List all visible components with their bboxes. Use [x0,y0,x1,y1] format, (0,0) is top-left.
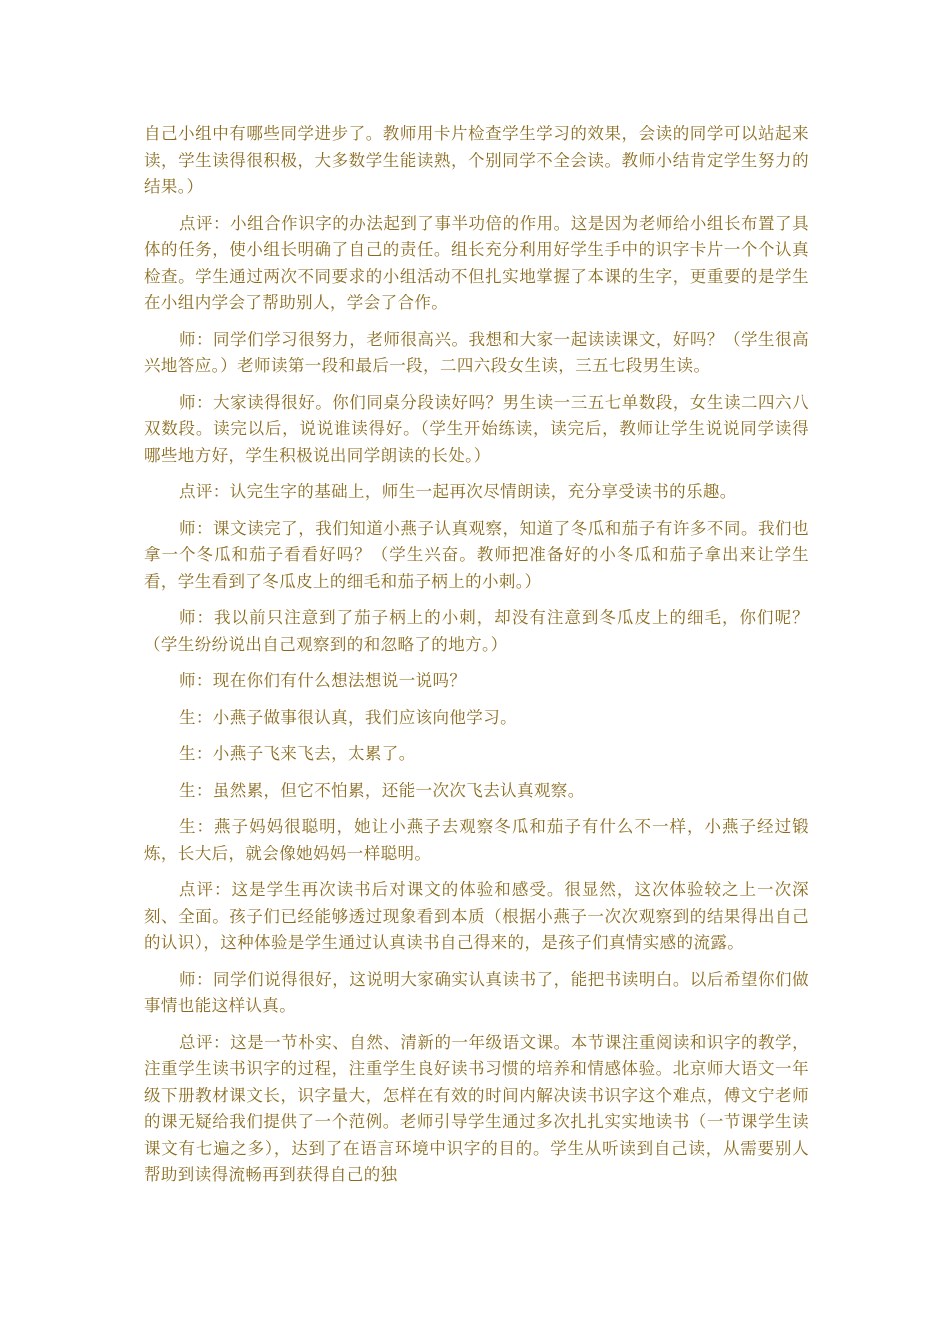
paragraph-comment: 点评：小组合作识字的办法起到了事半功倍的作用。这是因为老师给小组长布置了具体的任务，使小组长明确了自己的责任。组长充分利用好学生手中的识字卡片一个个认真检查。学生通过两次不同要求的小组活动不但扎实地掌握了本课的生字，更重要的是学生在小组内学会了帮助别人，学会了合作。 [144,213,809,312]
paragraph-teacher: 师：同学们说得很好，这说明大家确实认真读书了，能把书读明白。以后希望你们做事情也能这样认真。 [144,969,809,1015]
paragraph-teacher: 师：大家读得很好。你们同桌分段读好吗？男生读一三五七单数段，女生读二四六八双数段。读完以后，说说谁读得好。（学生开始练读，读完后，教师让学生说说同学读得哪些地方好，学生积极说出同学朗读的长处。） [144,392,809,465]
paragraph-teacher: 师：我以前只注意到了茄子柄上的小刺，却没有注意到冬瓜皮上的细毛，你们呢？（学生纷纷说出自己观察到的和忽略了的地方。） [144,608,809,654]
paragraph-teacher: 师：现在你们有什么想法想说一说吗？ [179,671,467,690]
paragraph-continuation: 自己小组中有哪些同学进步了。教师用卡片检查学生学习的效果，会读的同学可以站起来读，学生读得很积极，大多数学生能读熟，个别同学不全会读。教师小结肯定学生努力的结果。） [144,124,809,196]
paragraph-summary: 总评：这是一节朴实、自然、清新的一年级语文课。本节课注重阅读和识字的教学，注重学生读书识字的过程，注重学生良好读书习惯的培养和情感体验。北京师大语文一年级下册教材课文长，识字量大，怎样在有效的时间内解决读书识字这个难点，傅文宁老师的课无疑给我们提供了一个范例。老师引导学生通过多次扎扎实实地读书（一节课学生读课文有七遍之多），达到了在语言环境中识字的目的。学生从听读到自己读，从需要别人帮助到读得流畅再到获得自己的独 [144,1032,809,1184]
paragraph-student: 生：小燕子飞来飞去，太累了。 [179,744,416,763]
paragraph-comment: 点评：这是学生再次读书后对课文的体验和感受。很显然，这次体验较之上一次深刻、全面。孩子们已经能够透过现象看到本质（根据小燕子一次次观察到的结果得出自己的认识），这种体验是学生通过认真读书自己得来的，是孩子们真情实感的流露。 [144,880,809,952]
paragraph-comment: 点评：认完生字的基础上，师生一起再次尽情朗读，充分享受读书的乐趣。 [179,482,737,501]
paragraph-teacher: 师：课文读完了，我们知道小燕子认真观察，知道了冬瓜和茄子有许多不同。我们也拿一个冬瓜和茄子看看好吗？（学生兴奋。教师把准备好的小冬瓜和茄子拿出来让学生看，学生看到了冬瓜皮上的细毛和茄子柄上的小刺。） [144,518,809,591]
paragraph-student: 生：小燕子做事很认真，我们应该向他学习。 [179,707,517,727]
document-body [144,121,809,1199]
paragraph-student: 生：燕子妈妈很聪明，她让小燕子去观察冬瓜和茄子有什么不一样，小燕子经过锻炼，长大后，就会像她妈妈一样聪明。 [144,817,809,863]
paragraph-teacher: 师：同学们学习很努力，老师很高兴。我想和大家一起读读课文，好吗？（学生很高兴地答应。）老师读第一段和最后一段，二四六段女生读，三五七段男生读。 [144,329,809,375]
paragraph-student: 生：虽然累，但它不怕累，还能一次次飞去认真观察。 [179,780,585,800]
